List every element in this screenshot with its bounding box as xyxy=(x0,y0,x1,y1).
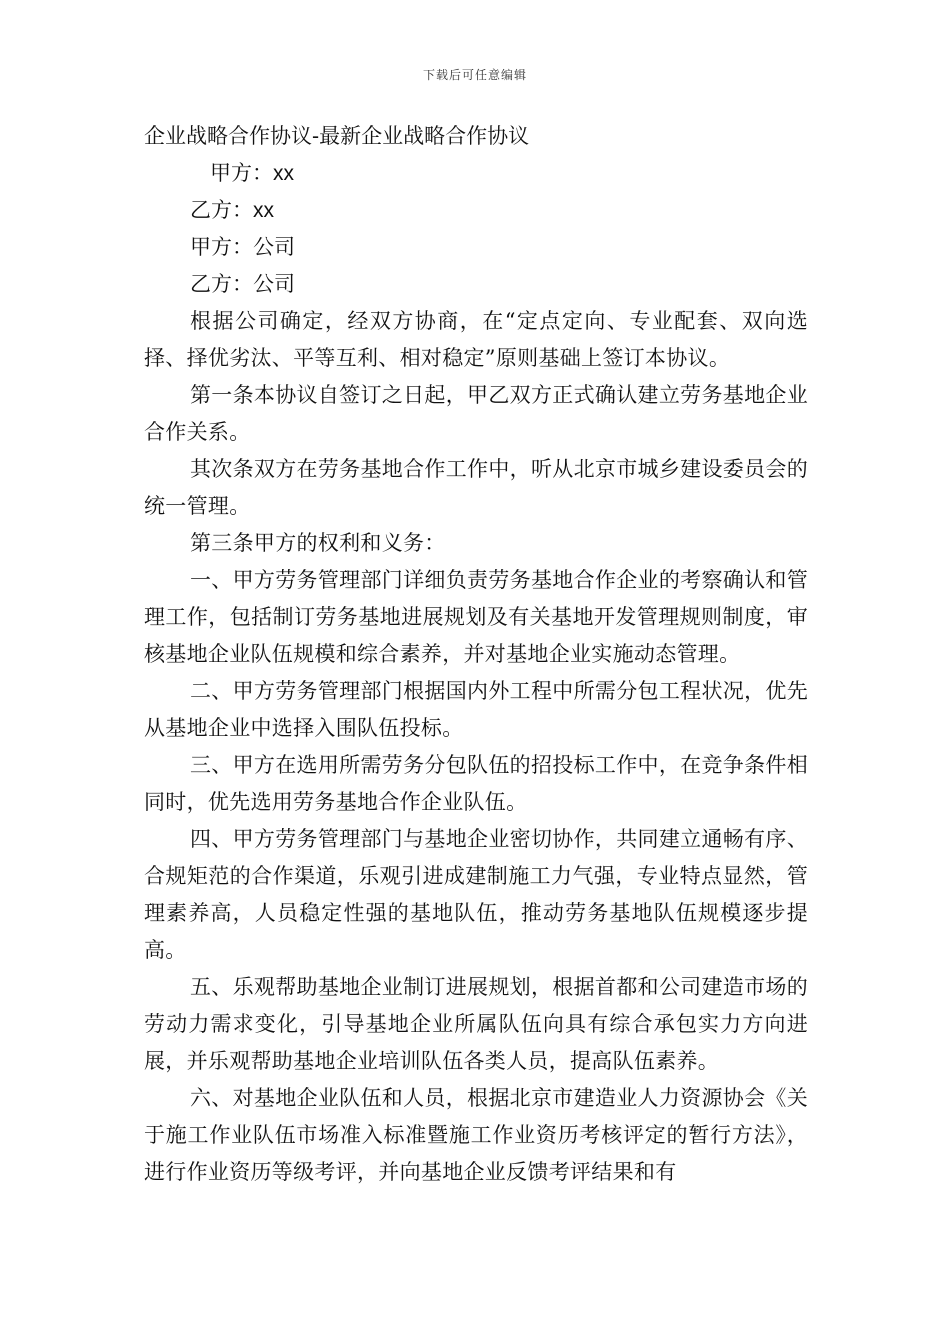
party-value: 公司 xyxy=(253,235,295,259)
party-value: 公司 xyxy=(253,272,295,296)
paragraph-item-1: 一、甲方劳务管理部门详细负责劳务基地合作企业的考察确认和管理工作，包括制订劳务基地进展规划及有关基地开发管理规则制度，审核基地企业队伍规模和综合素养，并对基地企业实施动态管理。 xyxy=(144,568,808,666)
party-b-company xyxy=(144,266,808,303)
party-label: 甲方： xyxy=(190,235,253,259)
paragraph-item-3: 三、甲方在选用所需劳务分包队伍的招投标工作中，在竞争条件相同时，优先选用劳务基地合作企业队伍。 xyxy=(144,753,808,814)
party-a-name xyxy=(144,155,808,192)
party-label: 乙方： xyxy=(190,272,253,296)
party-b-name xyxy=(144,192,808,229)
paragraph-preamble: 根据公司确定，经双方协商，在“定点定向、专业配套、双向选择、择优劣汰、平等互利、相对稳定”原则基础上签订本协议。 xyxy=(144,309,808,370)
party-value: xx xyxy=(273,162,294,185)
party-label: 乙方： xyxy=(190,198,253,222)
party-label: 甲方： xyxy=(210,161,273,185)
paragraph-item-2: 二、甲方劳务管理部门根据国内外工程中所需分包工程状况，优先从基地企业中选择入围队伍投标。 xyxy=(144,679,808,740)
header-note: 下载后可任意编辑 xyxy=(422,68,527,82)
paragraph-item-4: 四、甲方劳务管理部门与基地企业密切协作，共同建立通畅有序、合规矩范的合作渠道，乐观引进成建制施工力气强，专业特点显然，管理素养高，人员稳定性强的基地队伍，推动劳务基地队伍规模逐步提高。 xyxy=(144,827,808,962)
paragraph-item-5: 五、乐观帮助基地企业制订进展规划，根据首都和公司建造市场的劳动力需求变化，引导基地企业所属队伍向具有综合承包实力方向进展，并乐观帮助基地企业培训队伍各类人员，提高队伍素养。 xyxy=(144,975,808,1073)
paragraph-item-6: 六、对基地企业队伍和人员，根据北京市建造业人力资源协会《关于施工作业队伍市场准入标准暨施工作业资历考核评定的暂行方法》，进行作业资历等级考评，并向基地企业反馈考评结果和有 xyxy=(144,1086,808,1184)
paragraph-article-3-heading: 第三条甲方的权利和义务： xyxy=(190,531,446,555)
document-title: 企业战略合作协议-最新企业战略合作协议 xyxy=(144,124,530,148)
paragraph-article-2: 其次条双方在劳务基地合作工作中，听从北京市城乡建设委员会的统一管理。 xyxy=(144,457,808,518)
party-a-company xyxy=(144,229,808,266)
document-body xyxy=(144,118,808,1191)
paragraph-article-1: 第一条本协议自签订之日起，甲乙双方正式确认建立劳务基地企业合作关系。 xyxy=(144,383,808,444)
party-value: xx xyxy=(253,199,274,222)
